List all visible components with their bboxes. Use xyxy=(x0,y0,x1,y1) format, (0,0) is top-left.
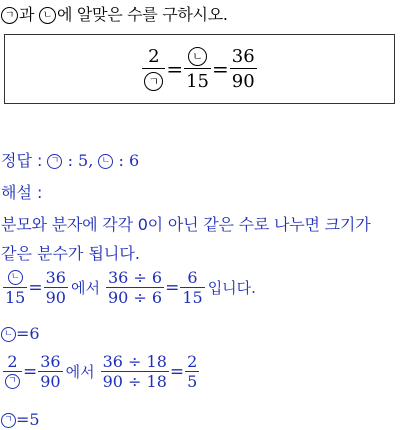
fraction-2-over-giyeok: $\frac{2}{\text{ㄱ}}$ xyxy=(142,44,165,93)
circled-giyeok-symbol: ㄱ xyxy=(47,154,62,169)
fraction-2-over-5: $\frac{2}{5}$ xyxy=(187,352,198,392)
connector-text: 에서 xyxy=(65,363,95,382)
step-2-equation xyxy=(3,352,199,391)
equals-sign: = xyxy=(23,361,38,382)
question-text: ㄱ 과 ㄴ 에 알맞은 수를 구하시오. xyxy=(1,2,228,25)
circled-nieun-symbol: ㄴ xyxy=(8,270,23,285)
circled-giyeok-symbol: ㄱ xyxy=(1,7,18,24)
fraction-6-over-15: $\frac{6}{15}$ xyxy=(182,268,203,308)
circled-giyeok-symbol: ㄱ xyxy=(1,413,16,428)
fraction-36-over-90: $\frac{36}{90}$ xyxy=(40,352,61,392)
suffix-text: 입니다. xyxy=(207,279,256,298)
circled-nieun-symbol: ㄴ xyxy=(1,327,16,342)
equals-sign: = xyxy=(165,277,180,298)
circled-nieun-symbol: ㄴ xyxy=(98,154,113,169)
result-giyeok: ㄱ =5 xyxy=(1,410,40,429)
circled-giyeok-symbol: ㄱ xyxy=(5,374,20,389)
equals-sign: = xyxy=(166,56,184,81)
fraction-nieun-over-15: $\frac{\text{ㄴ}}{15}$ xyxy=(184,44,211,93)
fraction-nieun-over-15: $\frac{\text{ㄴ}}{15}$ xyxy=(5,272,26,308)
result-nieun: ㄴ =6 xyxy=(1,324,40,343)
equals-sign: = xyxy=(212,56,229,81)
fraction-division: $\frac{36 \div 18}{90 \div 18}$ xyxy=(102,352,167,392)
circled-giyeok-symbol: ㄱ xyxy=(144,72,163,91)
fraction-36-over-90: $\frac{36}{90}$ xyxy=(45,268,66,308)
connector-text: 에서 xyxy=(70,279,100,298)
equation-box xyxy=(4,34,395,104)
equals-sign: = xyxy=(169,361,185,382)
step-1-equation xyxy=(3,268,262,307)
circled-nieun-symbol: ㄴ xyxy=(188,47,207,66)
fraction-division: $\frac{36 \div 6}{90 \div 6}$ xyxy=(107,268,163,308)
circled-nieun-symbol: ㄴ xyxy=(39,7,56,24)
fraction-36-over-90: $\frac{36}{90}$ xyxy=(231,45,255,92)
fraction-2-over-giyeok: $\frac{2}{\text{ㄱ}}$ xyxy=(3,352,22,391)
explanation-line-1: 분모와 분자에 각각 0이 아닌 같은 수로 나누면 크기가 xyxy=(1,215,371,234)
answer-line: 정답 : ㄱ : 5, ㄴ : 6 xyxy=(1,151,140,170)
explanation-label: 해설 : xyxy=(1,183,43,202)
box-equation xyxy=(5,44,394,93)
equals-sign: = xyxy=(28,277,43,298)
explanation-line-2: 같은 분수가 됩니다. xyxy=(1,244,140,263)
